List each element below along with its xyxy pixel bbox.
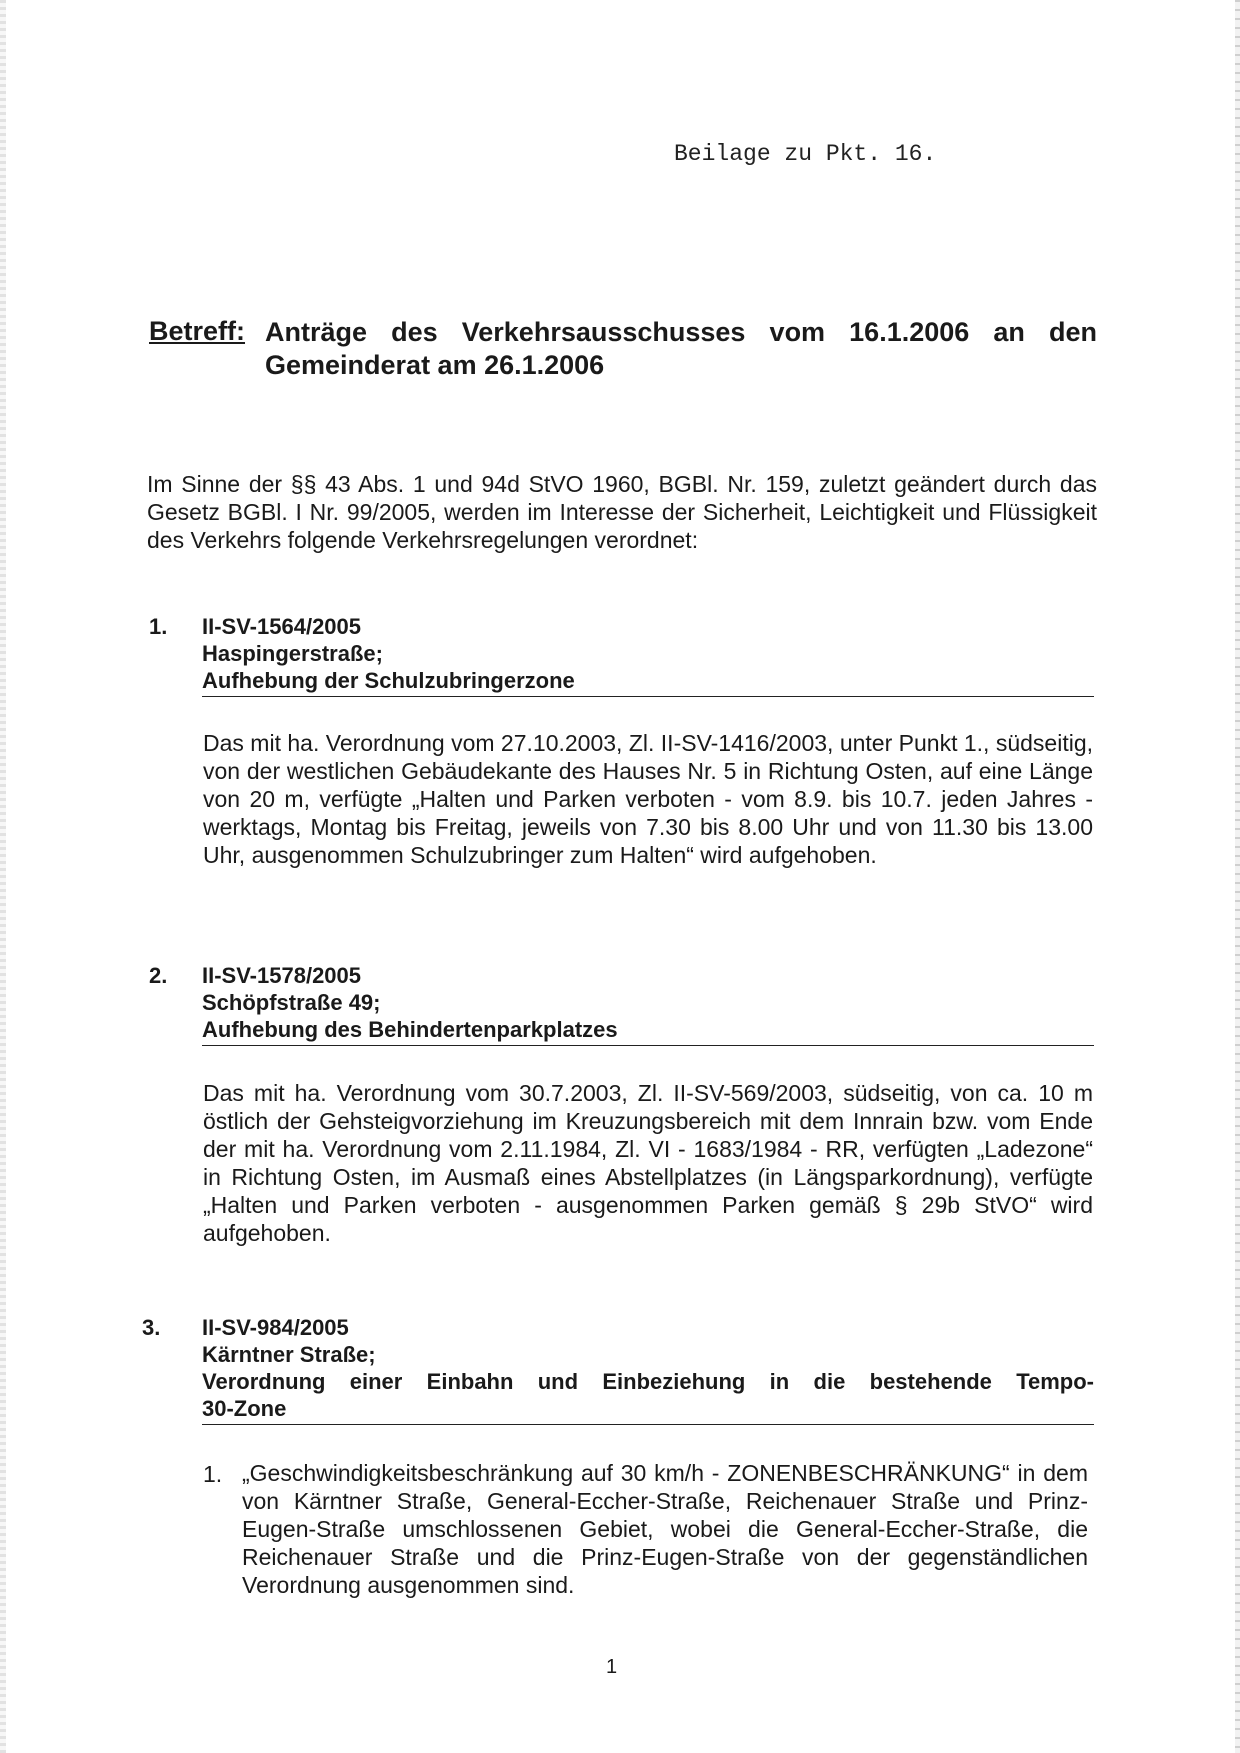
item-reference: II-SV-984/2005 <box>202 1315 349 1340</box>
item-title-line-1: Verordnung einer Einbahn und Einbeziehung in die bestehende Tempo- <box>202 1369 1094 1394</box>
item-title: Aufhebung des Behindertenparkplatzes <box>202 1017 618 1042</box>
item-street: Kärntner Straße; <box>202 1342 376 1367</box>
item-heading <box>202 962 1094 1046</box>
item-street: Schöpfstraße 49; <box>202 990 381 1015</box>
sub-item-text: „Geschwindigkeitsbeschränkung auf 30 km/h - ZONENBESCHRÄNKUNG“ in dem von Kärntner Straße, General-Eccher-Straße, Reichenauer Straße und Prinz-Eugen-Straße umschlossenen Gebiet, wobei die General-Eccher-Straße, die Reichenauer Straße und die Prinz-Eugen-Straße von der gegenständlichen Verordnung ausgenommen sind. <box>242 1460 1088 1598</box>
item-reference: II-SV-1578/2005 <box>202 963 362 988</box>
subject-label: Betreff: <box>149 316 246 346</box>
item-street: Haspingerstraße; <box>202 641 383 666</box>
attachment-reference: Beilage zu Pkt. 16. <box>674 141 937 167</box>
scan-edge-right <box>1235 0 1240 1753</box>
item-number: 1. <box>149 614 168 639</box>
item-number: 3. <box>142 1315 161 1340</box>
item-body: Das mit ha. Verordnung vom 30.7.2003, Zl. II-SV-569/2003, südseitig, von ca. 10 m östlich der Gehsteigvorziehung im Kreuzungsbereich mit dem Innrain bzw. vom Ende der mit ha. Verordnung vom 2.11.1984, Zl. VI - 1683/1984 - RR, verfügten „Ladezone“ in Richtung Osten, im Ausmaß eines Abstellplatzes (in Längsparkordnung), verfügte „Halten und Parken verboten - ausgenommen Parken gemäß § 29b StVO“ wird aufgehoben. <box>203 1080 1093 1246</box>
item-heading <box>202 613 1094 697</box>
intro-paragraph: Im Sinne der §§ 43 Abs. 1 und 94d StVO 1960, BGBl. Nr. 159, zuletzt geändert durch das Gesetz BGBl. I Nr. 99/2005, werden im Interesse der Sicherheit, Leichtigkeit und Flüssigkeit des Verkehrs folgende Verkehrsregelungen verordnet: <box>147 471 1097 553</box>
page-number: 1 <box>606 1656 618 1678</box>
item-heading <box>202 1314 1094 1425</box>
item-reference: II-SV-1564/2005 <box>202 614 362 639</box>
subject-title: Anträge des Verkehrsausschusses vom 16.1.2006 an den Gemeinderat am 26.1.2006 <box>265 317 1097 380</box>
item-title: Aufhebung der Schulzubringerzone <box>202 668 575 693</box>
sub-item-number: 1. <box>203 1461 223 1487</box>
item-body: Das mit ha. Verordnung vom 27.10.2003, Zl. II-SV-1416/2003, unter Punkt 1., südseitig, von der westlichen Gebäudekante des Hauses Nr. 5 in Richtung Osten, auf eine Länge von 20 m, verfügte „Halten und Parken verboten - vom 8.9. bis 10.7. jeden Jahres - werktags, Montag bis Freitag, jeweils von 7.30 bis 8.00 Uhr und von 11.30 bis 13.00 Uhr, ausgenommen Schulzubringer zum Halten“ wird aufgehoben. <box>203 730 1093 868</box>
item-title-line-2: 30-Zone <box>202 1396 287 1421</box>
item-number: 2. <box>149 963 168 988</box>
scan-edge-left <box>0 0 6 1753</box>
